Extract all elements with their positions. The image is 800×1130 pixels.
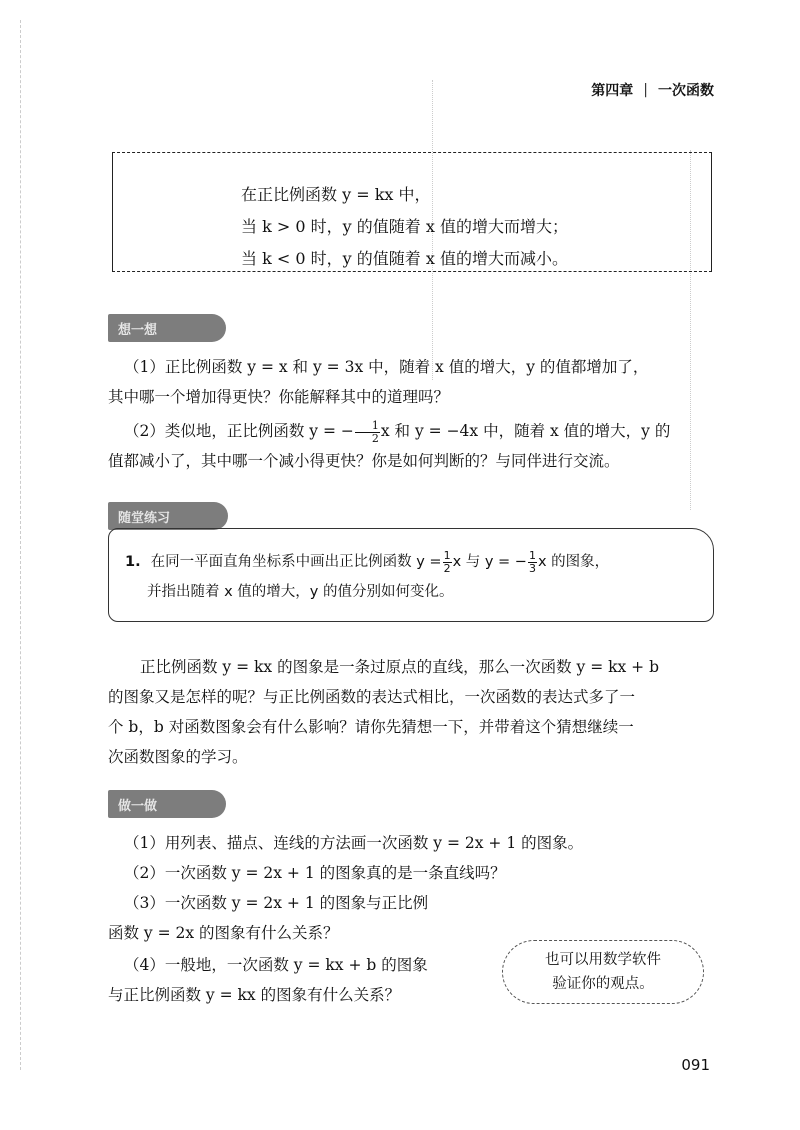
fraction-numerator: 1 [443, 548, 451, 562]
thought-cloud [502, 940, 704, 1004]
task-text: 函数 y = 2x 的图象有什么关系？ [108, 924, 339, 942]
think-banner [108, 314, 226, 342]
summary-line: 在正比例函数 y = kx 中， [241, 185, 431, 204]
fraction [355, 420, 380, 445]
practice-label: 随堂练习 [118, 510, 171, 526]
task-text: （2）一次函数 y = 2x + 1 的图象真的是一条直线吗？ [124, 864, 506, 882]
question-text [108, 416, 708, 446]
question-text: 值都减小了，其中哪一个减小得更快？你是如何判断的？与同伴进行交流。 [108, 452, 620, 470]
task-text: （1）用列表、描点、连线的方法画一次函数 y = 2x + 1 的图象。 [124, 834, 584, 852]
body-line: 正比例函数 y = kx 的图象是一条过原点的直线，那么一次函数 y = kx + b [140, 658, 660, 676]
fraction-denominator: 3 [528, 561, 536, 575]
question-text: 其中哪一个增加得更快？你能解释其中的道理吗？ [108, 388, 450, 406]
question-1 [108, 352, 708, 412]
fraction [443, 550, 452, 575]
practice-line [125, 547, 609, 577]
summary-line: 当 k > 0 时，y 的值随着 x 值的增大而增大； [241, 217, 568, 236]
practice-banner [108, 502, 228, 530]
exercise-number: 1. [125, 554, 141, 570]
summary-line: 当 k < 0 时，y 的值随着 x 值的增大而减小。 [241, 249, 568, 268]
task-1 [108, 828, 708, 858]
body-line: 的图象又是怎样的呢？与正比例函数的表达式相比，一次函数的表达式多了一 [108, 688, 636, 706]
margin-guide-line [20, 20, 21, 1070]
task-text: （3）一次函数 y = 2x + 1 的图象与正比例 [124, 894, 429, 912]
page-number: 091 [681, 1056, 710, 1074]
page-header [591, 80, 714, 100]
fraction [528, 550, 537, 575]
task-3 [108, 888, 488, 948]
task-2 [108, 858, 708, 888]
fraction-denominator: 2 [371, 431, 379, 445]
body-line: 个 b，b 对函数图象会有什么影响？请你先猜想一下，并带着这个猜想继续一 [108, 718, 634, 736]
cloud-line: 验证你的观点。 [552, 976, 654, 992]
fraction-numerator: 1 [355, 420, 380, 433]
do-it-banner [108, 790, 226, 818]
body-line: 次函数图象的学习。 [108, 748, 248, 766]
question-fragment: （2）类似地，正比例函数 y = − [124, 422, 354, 440]
chapter-label: 第四章 [591, 83, 634, 99]
practice-box [108, 528, 714, 622]
task-4 [108, 950, 488, 1010]
question-text: （1）正比例函数 y = x 和 y = 3x 中，随着 x 值的增大，y 的值都增加了， [124, 358, 649, 376]
fraction-numerator: 1 [528, 548, 536, 562]
exercise-fragment: x 与 y = − [452, 554, 527, 570]
exercise-fragment: 在同一平面直角坐标系中画出正比例函数 y = [150, 554, 442, 570]
task-text: （4）一般地，一次函数 y = kx + b 的图象 [124, 956, 428, 974]
question-fragment: x 和 y = −4x 中，随着 x 值的增大，y 的 [380, 422, 671, 440]
question-2 [108, 416, 708, 476]
exercise-fragment: x 的图象， [537, 554, 610, 570]
think-label: 想一想 [118, 322, 158, 338]
practice-line: 并指出随着 x 值的增大，y 的值分别如何变化。 [147, 584, 454, 600]
body-paragraph [108, 652, 708, 772]
do-it-label: 做一做 [118, 798, 158, 814]
header-separator: | [643, 82, 648, 98]
task-text: 与正比例函数 y = kx 的图象有什么关系？ [108, 986, 401, 1004]
fraction-denominator: 2 [443, 561, 451, 575]
cloud-line: 也可以用数学软件 [545, 952, 661, 968]
summary-box [112, 152, 712, 272]
chapter-title: 一次函数 [658, 83, 714, 99]
